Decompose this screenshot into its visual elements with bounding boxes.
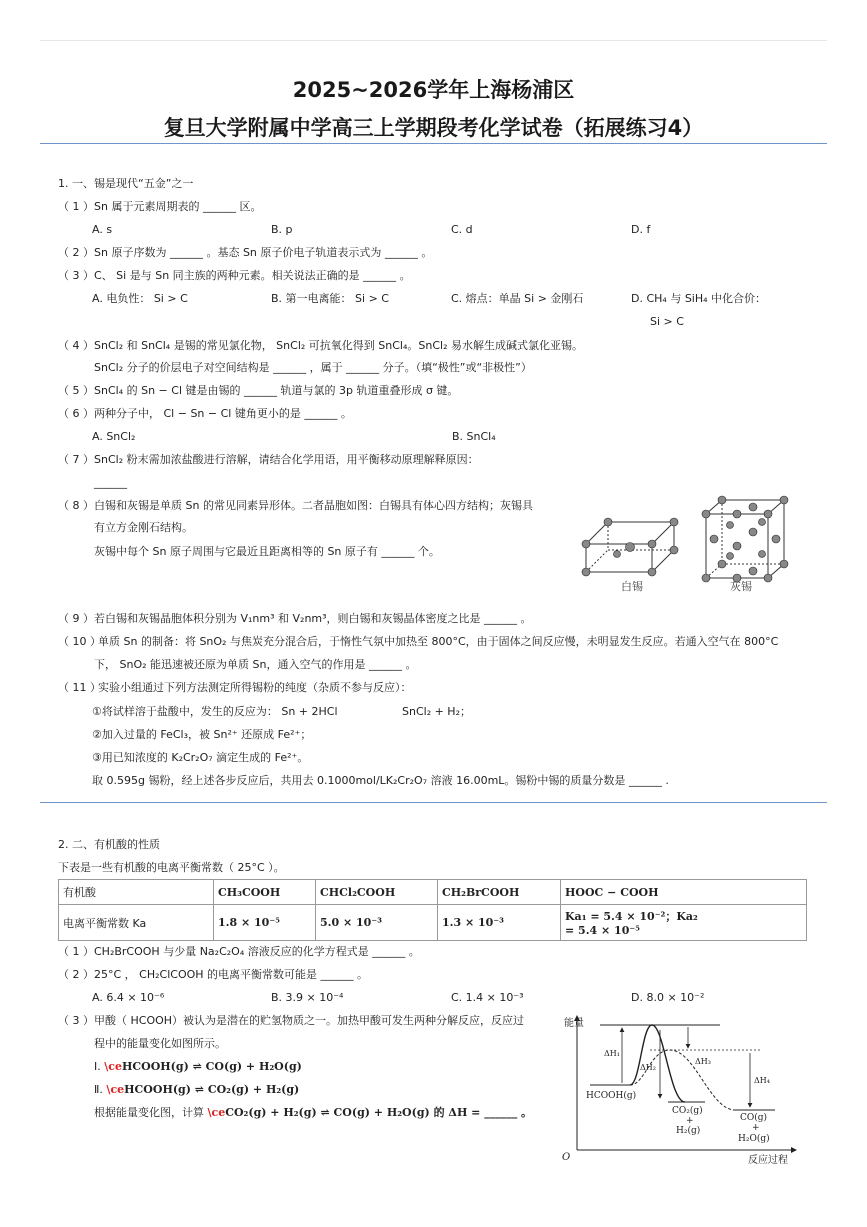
q1-3-option-c[interactable]: C. 熔点：单晶 Si > 金刚石 [451, 292, 584, 305]
top-divider [40, 40, 827, 41]
gray-tin-label: 灰锡 [730, 580, 752, 593]
q1-11-intro: 实验小组通过下列方法测定所得锡粉的纯度（杂质不参与反应）： [98, 681, 412, 694]
q1-11-number: （ 11 ） [58, 681, 101, 694]
q1-8-line2: 有立方金刚石结构。 [94, 521, 193, 534]
q1-2-number: （ 2 ） [58, 246, 94, 259]
q1-4-line2: SnCl₂ 分子的价层电子对空间结构是 ______ ，属于 ______ 分子。（填“极性”或“非极性”） [94, 361, 532, 374]
table-cell: 5.0 × 10⁻³ [316, 905, 438, 941]
dh3-label: ΔH₃ [695, 1057, 711, 1066]
q1-9-text: 若白锡和灰锡晶胞体积分别为 V₁nm³ 和 V₂nm³，则白锡和灰锡晶体密度之比是 ______ 。 [94, 612, 532, 625]
q1-11-final: 取 0.595g 锡粉，经上述各步反应后，共用去 0.1000mol/LK₂Cr₂O₇ 溶液 16.00mL。锡粉中锡的质量分数是 ______ . [92, 774, 669, 787]
q1-8-line1: 白锡和灰锡是单质 Sn 的常见同素异形体。二者晶胞如图：白锡具有体心四方结构；灰锡具 [94, 499, 533, 512]
dh4-label: ΔH₄ [754, 1076, 770, 1085]
energy-diagram [560, 1010, 810, 1172]
q1-6-text: 两种分子中， Cl − Sn − Cl 键角更小的是 ______ 。 [94, 407, 352, 420]
product2-label-top: CO₂(g) [672, 1106, 703, 1116]
dh1-label: ΔH₁ [604, 1049, 620, 1058]
q2-2-option-b[interactable]: B. 3.9 × 10⁻⁴ [271, 991, 344, 1004]
q2-3-line2: 程中的能量变化如图所示。 [94, 1037, 226, 1050]
product1-label-plus: + [752, 1123, 760, 1133]
q1-3-number: （ 3 ） [58, 269, 94, 282]
q2-1-number: （ 1 ） [58, 945, 94, 958]
origin-label: O [562, 1152, 571, 1163]
table-row-label: 电离平衡常数 Ka [59, 905, 214, 941]
q1-6-number: （ 6 ） [58, 407, 94, 420]
exam-title-line1: 2025~2026学年上海杨浦区 [292, 78, 575, 102]
q1-3-option-d[interactable]: D. CH₄ 与 SiH₄ 中化合价： [631, 292, 767, 305]
table-header-row [59, 880, 807, 905]
dh2-label: ΔH₂ [640, 1063, 656, 1072]
q2-3-reaction-1: Ⅰ. \ceHCOOH(g) ⇌ CO(g) + H₂O(g) [94, 1060, 302, 1073]
q1-3-option-b[interactable]: B. 第一电离能： Si > C [271, 292, 389, 305]
table-cell: 1.8 × 10⁻⁵ [214, 905, 316, 941]
q2-3-number: （ 3 ） [58, 1014, 94, 1027]
exam-title-line2: 复旦大学附属中学高三上学期段考化学试卷（拓展练习4） [163, 116, 704, 140]
x-axis-label: 反应过程 [748, 1155, 788, 1166]
table-header-cell: HOOC − COOH [561, 880, 807, 905]
q1-1-option-a[interactable]: A. s [92, 223, 113, 236]
q1-7-number: （ 7 ） [58, 453, 94, 466]
table-header-cell: 有机酸 [59, 880, 214, 905]
table-header-cell: CH₂BrCOOH [438, 880, 561, 905]
table-header-cell: CH₃COOH [214, 880, 316, 905]
q2-2-option-c[interactable]: C. 1.4 × 10⁻³ [451, 991, 524, 1004]
product1-label-top: CO(g) [740, 1113, 768, 1123]
product1-label-bot: H₂O(g) [738, 1134, 770, 1144]
gray-tin-atoms [702, 496, 788, 582]
q1-3-text: C、 Si 是与 Sn 同主族的两种元素。相关说法正确的是 ______ 。 [94, 269, 411, 282]
q1-1-option-b[interactable]: B. p [271, 223, 293, 236]
q1-10-line2: 下， SnO₂ 能迅速被还原为单质 Sn，通入空气的作用是 ______ 。 [94, 658, 417, 671]
q2-2-text: 25°C ， CH₂ClCOOH 的电离平衡常数可能是 ______ 。 [94, 968, 369, 981]
white-tin-label: 白锡 [621, 580, 643, 593]
ka-table [58, 879, 807, 941]
q1-1-number: （ 1 ） [58, 200, 94, 213]
q1-7-blank: ______ [94, 476, 127, 489]
q2-2-option-d[interactable]: D. 8.0 × 10⁻² [631, 991, 705, 1004]
q1-7-text: SnCl₂ 粉末需加浓盐酸进行溶解，请结合化学用语，用平衡移动原理解释原因： [94, 453, 479, 466]
q1-6-option-b[interactable]: B. SnCl₄ [452, 430, 496, 443]
table-cell: 1.3 × 10⁻³ [438, 905, 561, 941]
product2-label-bot: H₂(g) [676, 1126, 701, 1136]
y-axis-label: 能量 [564, 1018, 584, 1029]
q1-2-text: Sn 原子序数为 ______ 。基态 Sn 原子价电子轨道表示式为 ______ 。 [94, 246, 433, 259]
q1-10-line1: 单质 Sn 的制备：将 SnO₂ 与焦炭充分混合后，于惰性气氛中加热至 800°C，由于固体之间反应慢，未明显发生反应。若通入空气在 800°C [98, 635, 779, 648]
q2-intro: 下表是一些有机酸的电离平衡常数（ 25°C ）。 [58, 861, 285, 874]
q1-8-line3: 灰锡中每个 Sn 原子周围与它最近且距离相等的 Sn 原子有 ______ 个。 [94, 545, 440, 558]
q1-4-number: （ 4 ） [58, 339, 94, 352]
q2-2-number: （ 2 ） [58, 968, 94, 981]
q1-11-step3: ③用已知浓度的 K₂Cr₂O₇ 滴定生成的 Fe²⁺。 [92, 751, 309, 764]
q1-3-option-a[interactable]: A. 电负性： Si > C [92, 292, 188, 305]
white-tin-atoms [582, 518, 678, 576]
q1-3-option-d-cont: Si > C [650, 315, 684, 328]
q1-1-option-c[interactable]: C. d [451, 223, 473, 236]
tin-unit-cell-figure [572, 492, 812, 602]
table-cell-line: = 5.4 × 10⁻⁵ [565, 924, 640, 937]
header-divider [40, 143, 827, 144]
path-reaction-2 [630, 1025, 685, 1102]
q1-10-number: （ 10 ） [58, 635, 101, 648]
q2-2-option-a[interactable]: A. 6.4 × 10⁻⁶ [92, 991, 165, 1004]
q1-1-text: Sn 属于元素周期表的 ______ 区。 [94, 200, 262, 213]
q1-4-line1: SnCl₂ 和 SnCl₄ 是锡的常见氯化物， SnCl₂ 可抗氧化得到 SnCl₄。SnCl₂ 易水解生成碱式氯化亚锡。 [94, 339, 583, 352]
q1-6-option-a[interactable]: A. SnCl₂ [92, 430, 136, 443]
product2-label-plus: + [686, 1116, 694, 1126]
q2-3-reaction-2: Ⅱ. \ceHCOOH(g) ⇌ CO₂(g) + H₂(g) [94, 1083, 300, 1096]
q2-1-text: CH₂BrCOOH 与少量 Na₂C₂O₄ 溶液反应的化学方程式是 ______ 。 [94, 945, 420, 958]
q1-11-step1-product: SnCl₂ + H₂； [402, 705, 471, 718]
section-divider [40, 802, 827, 803]
table-cell [561, 905, 807, 941]
q1-5-number: （ 5 ） [58, 384, 94, 397]
q2-heading: 2. 二、有机酸的性质 [58, 838, 160, 851]
q1-8-number: （ 8 ） [58, 499, 94, 512]
q1-11-step1: ①将试样溶于盐酸中，发生的反应为： Sn + 2HCl [92, 705, 338, 718]
q2-3-line1: 甲酸（ HCOOH）被认为是潜在的贮氢物质之一。加热甲酸可发生两种分解反应，反应过 [94, 1014, 525, 1027]
table-header-cell: CHCl₂COOH [316, 880, 438, 905]
reactant-label: HCOOH(g) [586, 1091, 637, 1101]
q1-9-number: （ 9 ） [58, 612, 94, 625]
q1-5-text: SnCl₄ 的 Sn − Cl 键是由锡的 ______ 轨道与氯的 3p 轨道重叠形成 σ 键。 [94, 384, 459, 397]
q1-heading: 1. 一、锡是现代“五金”之一 [58, 177, 194, 190]
q1-1-option-d[interactable]: D. f [631, 223, 651, 236]
table-row [59, 905, 807, 941]
table-cell-line: Ka₁ = 5.4 × 10⁻²；Ka₂ [565, 910, 698, 923]
q1-11-step2: ②加入过量的 FeCl₃，被 Sn²⁺ 还原成 Fe²⁺； [92, 728, 312, 741]
q2-3-calc: 根据能量变化图，计算 \ceCO₂(g) + H₂(g) ⇌ CO(g) + H₂O(g) 的 ΔH = ______ 。 [94, 1106, 533, 1119]
